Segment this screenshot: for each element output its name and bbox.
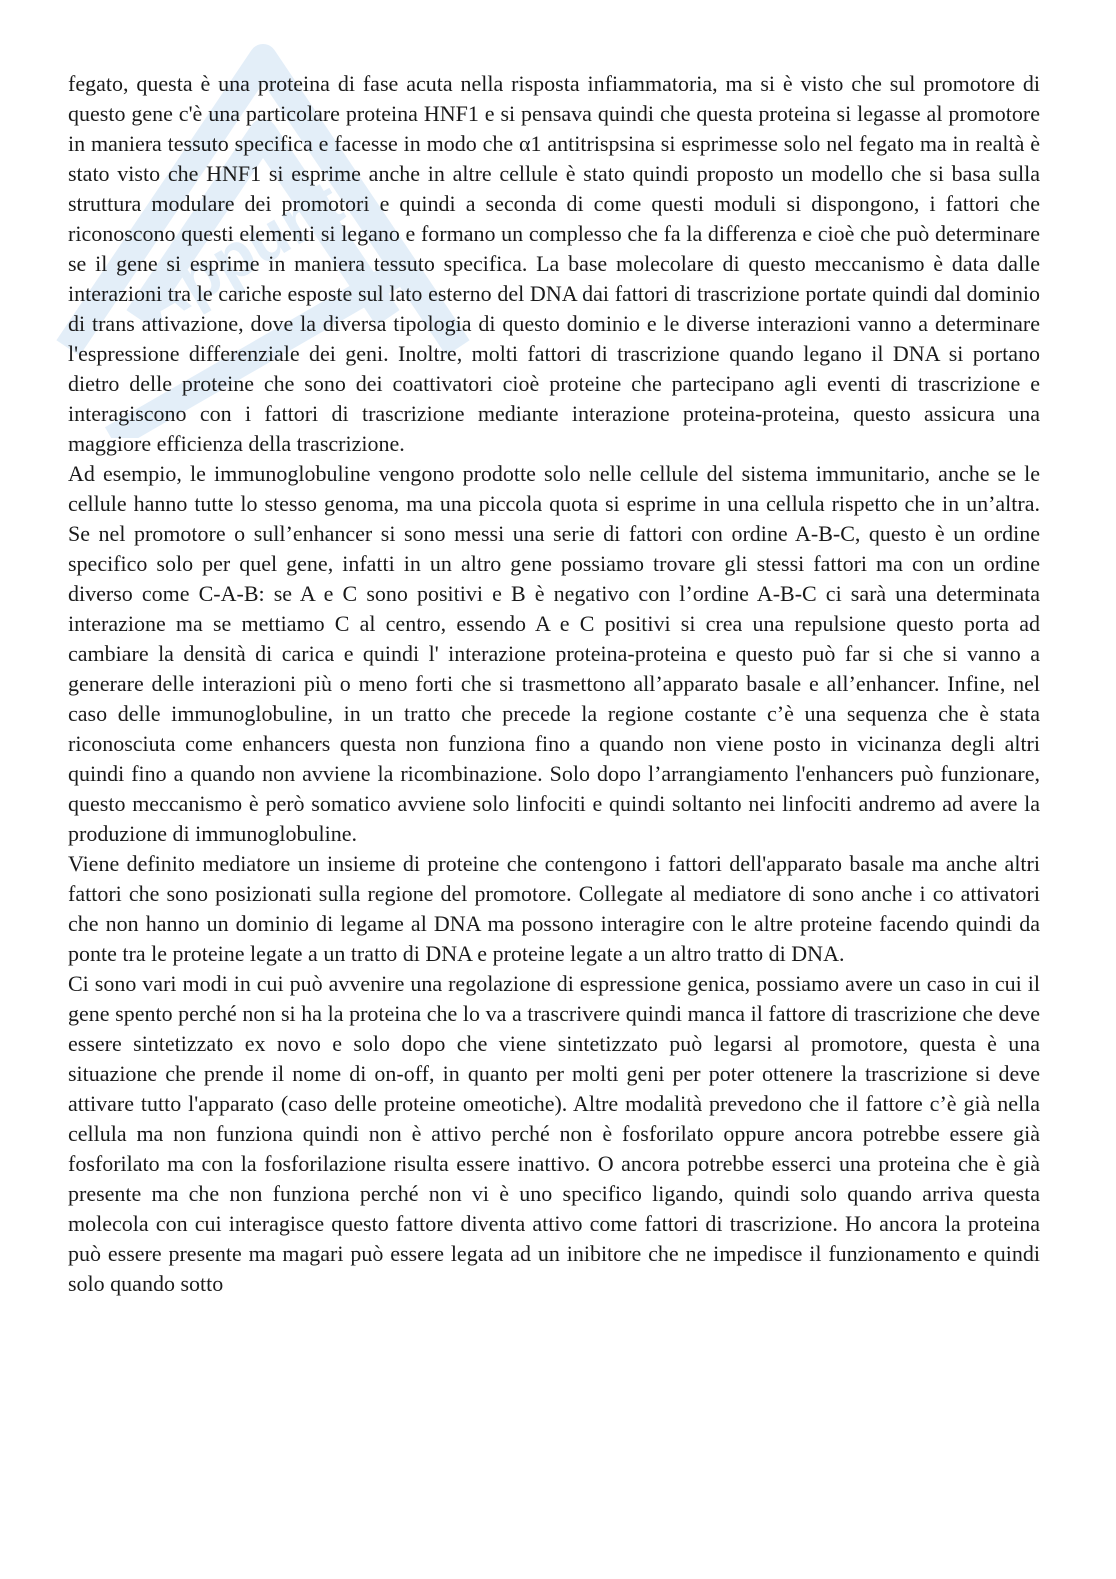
paragraph-1: fegato, questa è una proteina di fase acuta nella risposta infiammatoria, ma si è visto che sul promotore di questo gene c'è una particolare proteina HNF1 e si pensava quindi che questa proteina si legasse al promotore in maniera tessuto specifica e facesse in modo che α1 antitrispsina si esprimesse solo nel fegato ma in realtà è stato visto che HNF1 si esprime anche in altre cellule è stato quindi proposto un modello che si basa sulla struttura modulare dei promotori e quindi a seconda di come questi moduli si dispongono, i fattori che riconoscono questi elementi si legano e formano un complesso che fa la differenza e cioè che può determinare se il gene si esprime in maniera tessuto specifica. La base molecolare di questo meccanismo è data dalle interazioni tra le cariche esposte sul lato esterno del DNA dai fattori di trascrizione portate quindi dal dominio di trans attivazione, dove la diversa tipologia di questo dominio e le diverse interazioni vanno a determinare l'espressione differenziale dei geni. Inoltre, molti fattori di trascrizione quando legano il DNA si portano dietro delle proteine che sono dei coattivatori cioè proteine che partecipano agli eventi di trascrizione e interagiscono con i fattori di trascrizione mediante interazione proteina-proteina, questo assicura una maggiore efficienza della trascrizione. — [68, 71, 1040, 456]
document-page — [68, 69, 1040, 1299]
paragraph-4: Ci sono vari modi in cui può avvenire una regolazione di espressione genica, possiamo avere un caso in cui il gene spento perché non si ha la proteina che lo va a trascrivere quindi manca il fattore di trascrizione che deve essere sintetizzato ex novo e solo dopo che viene sintetizzato può legarsi al promotore, questa è una situazione che prende il nome di on-off, in quanto per molti geni per poter ottenere la trascrizione si deve attivare tutto l'apparato (caso delle proteine omeotiche). Altre modalità prevedono che il fattore c’è già nella cellula ma non funziona quindi non è attivo perché non è fosforilato oppure ancora potrebbe essere già fosforilato ma con la fosforilazione risulta essere inattivo. O ancora potrebbe esserci una proteina che è già presente ma che non funziona perché non vi è uno specifico ligando, quindi solo quando arriva questa molecola con cui interagisce questo fattore diventa attivo come fattori di trascrizione. Ho ancora la proteina può essere presente ma magari può essere legata ad un inibitore che ne impedisce il funzionamento e quindi solo quando sotto — [68, 971, 1040, 1296]
paragraph-2: Ad esempio, le immunoglobuline vengono prodotte solo nelle cellule del sistema immunitario, anche se le cellule hanno tutte lo stesso genoma, ma una piccola quota si esprime in una cellula rispetto che in un’altra. Se nel promotore o sull’enhancer si sono messi una serie di fattori con ordine A-B-C, questo è un ordine specifico solo per quel gene, infatti in un altro gene possiamo trovare gli stessi fattori ma con un ordine diverso come C-A-B: se A e C sono positivi e B è negativo con l’ordine A-B-C ci sarà una determinata interazione ma se mettiamo C al centro, essendo A e C positivi si crea una repulsione questo porta ad cambiare la densità di carica e quindi l' interazione proteina-proteina e questo può far si che si vanno a generare delle interazioni più o meno forti che si trasmettono all’apparato basale e all’enhancer. Infine, nel caso delle immunoglobuline, in un tratto che precede la regione costante c’è una sequenza che è stata riconosciuta come enhancers questa non funziona fino a quando non viene posto in vicinanza degli altri quindi fino a quando non avviene la ricombinazione. Solo dopo l’arrangiamento l'enhancers può funzionare, questo meccanismo è però somatico avviene solo linfociti e quindi soltanto nei linfociti andremo ad avere la produzione di immunoglobuline. — [68, 461, 1040, 846]
paragraph-3: Viene definito mediatore un insieme di proteine che contengono i fattori dell'apparato basale ma anche altri fattori che sono posizionati sulla regione del promotore. Collegate al mediatore di sono anche i co attivatori che non hanno un dominio di legame al DNA ma possono interagire con le altre proteine facendo quindi da ponte tra le proteine legate a un tratto di DNA e proteine legate a un altro tratto di DNA. — [68, 851, 1040, 966]
watermark-text: Appunti — [124, 157, 370, 341]
